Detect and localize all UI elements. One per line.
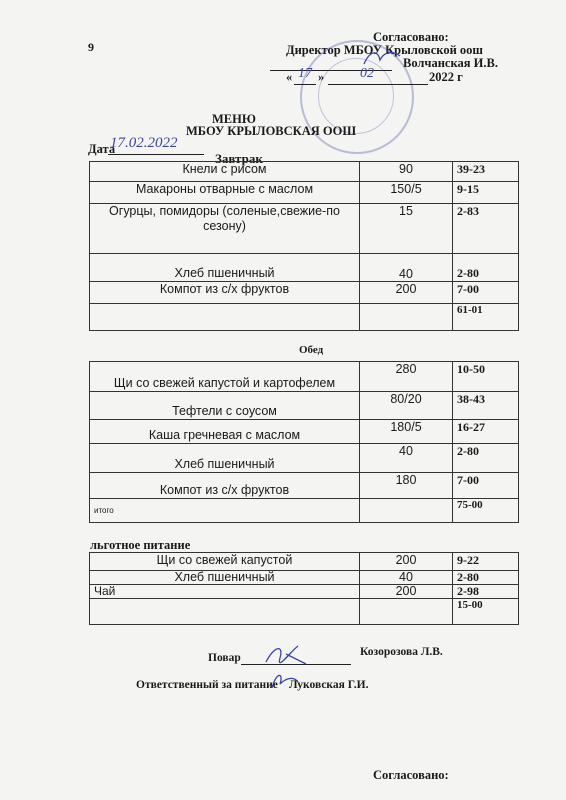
dish-name: Макароны отварные с маслом (90, 182, 360, 204)
dish-portion (360, 599, 453, 625)
approval-title: Согласовано: (373, 30, 449, 44)
dish-name: Хлеб пшеничный (90, 254, 360, 282)
school-name: МБОУ КРЫЛОВСКАЯ ООШ (186, 124, 357, 138)
date-value: 17.02.2022 (110, 135, 178, 151)
dish-name: Хлеб пшеничный (90, 571, 360, 585)
dish-price: 9-22 (453, 553, 519, 571)
table-row (90, 599, 519, 625)
dish-price: 7-00 (453, 473, 519, 499)
dish-portion: 80/20 (360, 392, 453, 420)
dish-name: Компот из с/х фруктов (90, 473, 360, 499)
approval-date-close-quote: » (318, 70, 325, 84)
table-row (90, 182, 519, 204)
table-row (90, 553, 519, 571)
page-number: 9 (88, 40, 94, 54)
date-label: Дата (88, 142, 116, 156)
approval-date-day-line (294, 84, 316, 85)
breakfast-title: Завтрак (215, 151, 263, 166)
dish-price: 7-00 (453, 282, 519, 304)
dish-price: 2-80 (453, 444, 519, 473)
dish-price: 9-15 (453, 182, 519, 204)
table-row (90, 585, 519, 599)
discount-table (89, 552, 519, 625)
lunch-table (89, 361, 519, 523)
table-row (90, 571, 519, 585)
dish-name: Кнели с рисом (90, 162, 360, 182)
dish-name: Огурцы, помидоры (соленые,свежие-по сезону) (90, 204, 360, 254)
menu-title: МЕНЮ (212, 112, 256, 126)
discount-total: 15-00 (453, 599, 519, 625)
table-row (90, 444, 519, 473)
dish-portion: 90 (360, 162, 453, 182)
dish-portion: 40 (360, 571, 453, 585)
table-row (90, 162, 519, 182)
table-row (90, 282, 519, 304)
dish-name: Тефтели с соусом (90, 392, 360, 420)
table-row (90, 204, 519, 254)
approval-date-month-line (328, 84, 428, 85)
dish-name: Компот из с/х фруктов (90, 282, 360, 304)
approval-position: Директор МБОУ Крыловской оош (286, 43, 483, 57)
director-signature (360, 46, 406, 70)
dish-portion: 280 (360, 362, 453, 392)
approval-date-year: 2022 г (429, 70, 463, 84)
table-row (90, 473, 519, 499)
dish-portion: 15 (360, 204, 453, 254)
dish-portion: 40 (360, 254, 453, 282)
dish-name: Щи со свежей капустой (90, 553, 360, 571)
dish-price: 39-23 (453, 162, 519, 182)
cook-label: Повар (208, 652, 241, 664)
dish-portion: 200 (360, 553, 453, 571)
table-row (90, 499, 519, 523)
approval-name: Волчанская И.В. (403, 56, 498, 70)
dish-price: 2-83 (453, 204, 519, 254)
table-row (90, 392, 519, 420)
breakfast-total: 61-01 (453, 304, 519, 331)
discount-title: льготное питание (90, 538, 191, 552)
dish-price: 10-50 (453, 362, 519, 392)
dish-name: Каша гречневая с маслом (90, 420, 360, 444)
dish-portion (360, 499, 453, 523)
dish-price: 2-98 (453, 585, 519, 599)
lunch-title: Обед (299, 344, 324, 356)
date-underline (108, 154, 204, 155)
dish-name: Щи со свежей капустой и картофелем (90, 362, 360, 392)
bottom-approval-title: Согласовано: (373, 768, 449, 782)
table-row (90, 254, 519, 282)
dish-name: Хлеб пшеничный (90, 444, 360, 473)
dish-portion: 180/5 (360, 420, 453, 444)
lunch-total-label: итого (90, 499, 360, 523)
cook-name: Козорозова Л.В. (360, 646, 443, 658)
table-row (90, 420, 519, 444)
dish-portion (360, 304, 453, 331)
table-row (90, 304, 519, 331)
approval-date-day: 17 (298, 66, 312, 81)
cook-signature (262, 640, 312, 670)
approval-date-month: 02 (360, 66, 374, 81)
dish-portion: 200 (360, 585, 453, 599)
dish-portion: 200 (360, 282, 453, 304)
breakfast-table (89, 161, 519, 331)
dish-portion: 40 (360, 444, 453, 473)
responsible-label: Ответственный за питание (136, 679, 278, 691)
table-row (90, 362, 519, 392)
dish-price: 38-43 (453, 392, 519, 420)
dish-price: 16-27 (453, 420, 519, 444)
responsible-name: Луковская Г.И. (289, 679, 369, 691)
dish-name (90, 599, 360, 625)
approval-date-open-quote: « (286, 70, 293, 84)
dish-name (90, 304, 360, 331)
dish-portion: 180 (360, 473, 453, 499)
dish-price: 2-80 (453, 571, 519, 585)
dish-name: Чай (90, 585, 360, 599)
dish-price: 2-80 (453, 254, 519, 282)
lunch-total: 75-00 (453, 499, 519, 523)
dish-portion: 150/5 (360, 182, 453, 204)
